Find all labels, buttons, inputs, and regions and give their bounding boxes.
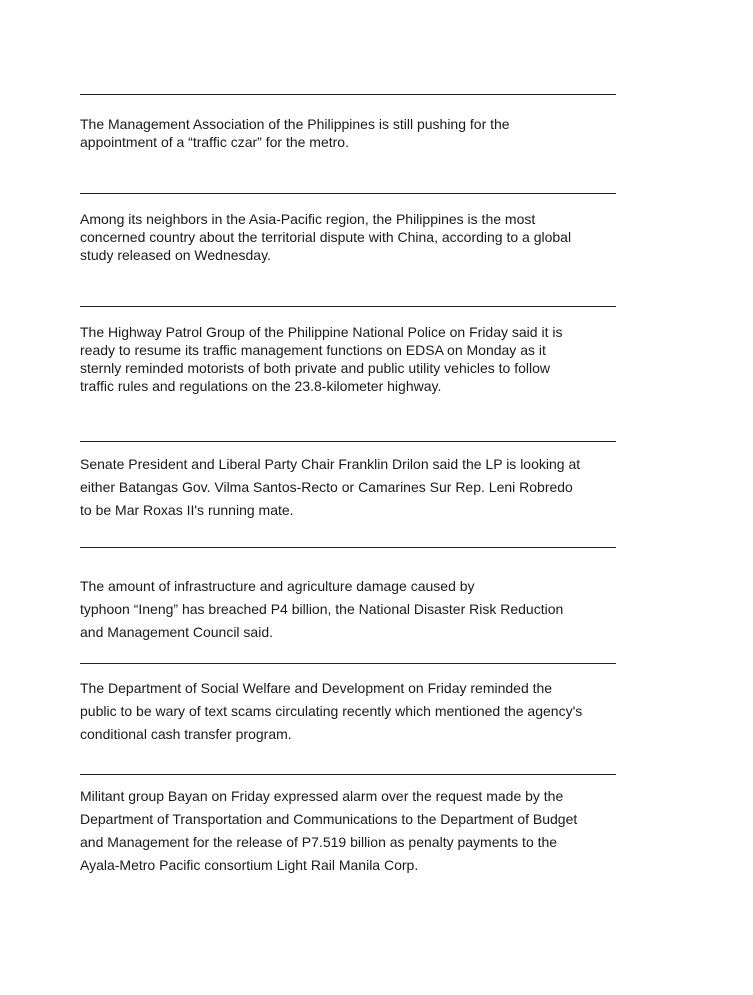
paragraph-line: concerned country about the territorial dispute with China, according to a global xyxy=(80,229,572,245)
answer-blank-line xyxy=(80,774,616,775)
paragraph-line: The Highway Patrol Group of the Philippine National Police on Friday said it is xyxy=(80,324,563,340)
paragraph-line: Ayala-Metro Pacific consortium Light Rail Manila Corp. xyxy=(80,857,419,873)
news-item-text-container xyxy=(80,677,680,746)
news-item xyxy=(80,547,680,548)
paragraph-line: appointment of a “traffic czar” for the metro. xyxy=(80,134,349,150)
paragraph-line: and Management Council said. xyxy=(80,624,274,640)
paragraph-line: typhoon “Ineng” has breached P4 billion, the National Disaster Risk Reduction xyxy=(80,601,564,617)
answer-blank-line xyxy=(80,663,616,664)
paragraph-line: to be Mar Roxas II's running mate. xyxy=(80,502,294,518)
paragraph-line: The amount of infrastructure and agriculture damage caused by xyxy=(80,578,475,594)
news-paragraph xyxy=(80,115,680,151)
news-item-text-container xyxy=(80,115,680,151)
news-paragraph xyxy=(80,785,680,877)
paragraph-line: either Batangas Gov. Vilma Santos-Recto or Camarines Sur Rep. Leni Robredo xyxy=(80,479,573,495)
paragraph-line: sternly reminded motorists of both private and public utility vehicles to follow xyxy=(80,360,550,376)
paragraph-line: traffic rules and regulations on the 23.8-kilometer highway. xyxy=(80,378,442,394)
paragraph-line: public to be wary of text scams circulating recently which mentioned the agency's xyxy=(80,703,583,719)
news-paragraph xyxy=(80,210,680,264)
news-item-text-container xyxy=(80,575,680,644)
answer-blank-line xyxy=(80,193,616,194)
news-item xyxy=(80,94,680,95)
answer-blank-line xyxy=(80,306,616,307)
news-paragraph xyxy=(80,453,680,522)
news-item-text-container xyxy=(80,323,680,395)
paragraph-line: study released on Wednesday. xyxy=(80,247,271,263)
news-paragraph xyxy=(80,575,680,644)
paragraph-line: and Management for the release of P7.519 billion as penalty payments to the xyxy=(80,834,558,850)
news-item xyxy=(80,441,680,442)
answer-blank-line xyxy=(80,441,616,442)
answer-blank-line xyxy=(80,94,616,95)
news-paragraph xyxy=(80,677,680,746)
paragraph-line: conditional cash transfer program. xyxy=(80,726,292,742)
answer-blank-line xyxy=(80,547,616,548)
paragraph-line: The Department of Social Welfare and Development on Friday reminded the xyxy=(80,680,553,696)
paragraph-line: Department of Transportation and Communications to the Department of Budget xyxy=(80,811,578,827)
paragraph-line: Militant group Bayan on Friday expressed alarm over the request made by the xyxy=(80,788,564,804)
news-item xyxy=(80,663,680,664)
news-paragraph xyxy=(80,323,680,395)
paragraph-line: The Management Association of the Philippines is still pushing for the xyxy=(80,116,510,132)
news-item-text-container xyxy=(80,453,680,522)
news-item xyxy=(80,193,680,194)
paragraph-line: Among its neighbors in the Asia-Pacific region, the Philippines is the most xyxy=(80,211,536,227)
news-item-text-container xyxy=(80,210,680,264)
news-item xyxy=(80,306,680,307)
paragraph-line: Senate President and Liberal Party Chair Franklin Drilon said the LP is looking at xyxy=(80,456,581,472)
news-item-text-container xyxy=(80,785,680,877)
news-item xyxy=(80,774,680,775)
paragraph-line: ready to resume its traffic management functions on EDSA on Monday as it xyxy=(80,342,546,358)
